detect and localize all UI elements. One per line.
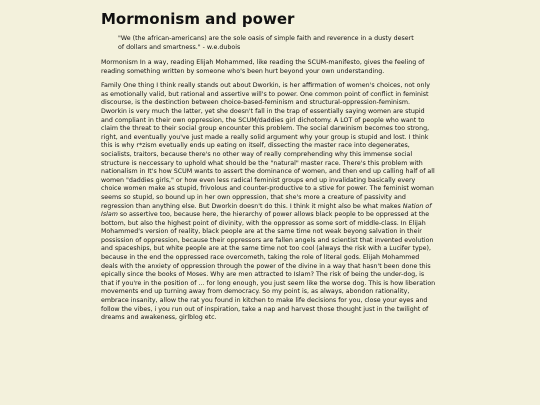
body-text-part1: Family One thing I think really stands out about Dworkin, is her affirmation of women's choices, not only as emotionally valid, but rational and assertive will's to power. One common point of conflict in feminist discourse, is the destinction between choice-based-feminism and structural-oppression-feminism. Dworkin is very much the latter, yet she doesn't fall in the trap of essentially saying women are stupid and compliant in their own oppression, the SCUM/daddies girl dichotomy. A LOT of people who want to claim the threat to their social group encounter this problem. The social darwinism becomes too strong, right, and eventually you've just made a really solid argument why your group is stupid and lost. I think this is why r*zism evetually ends up eating on itself, dissecting the master race into degenerates, socialists, traitors, because there's no other way of really comprehending why this immense social structure is neccessary to uphold what should be the "natural" master race. There's this problem with nationalism in It's how SCUM wants to assert the dominance of women, and then end up calling half of all women "daddies girls," or how even less radical feminist groups end up invalidating basically every choice women make as stupid, frivolous and counter-productive to a stive for power. The feminist woman seems so stupid, so bound up in her own oppression, that she's more a creature of passivity and regression than anything else. But Dworkin doesn't do this. I think it might also be what makes — [101, 82, 435, 210]
body-text-part2: so assertive too, because here, the hierarchy of power allows black people to be oppressed at the bottom, but also the highest point of divinity, with the oppressor as some sort of middle-class. In Elijah Mohammed's version of reality, black people are at the same time not weak beyong salvation in their possission of oppression, because their oppressors are fallen angels and scientist that invented evolution and spaceships, but white people are at the same time not too cool (always the risk with a Lucifer type), because in the end the oppressed race overcometh, taking the role of literal gods. Elijah Mohammed deals with the anxiety of oppression through the power of the divine in a way that hasn't been done this epically since the books of Moses. Why are men attracted to Islam? The risk of being the under-dog, is that if you're in the position of ... for long enough, you just seem like the worse dog. This is how liberation movements end up turning away from democracy. So my point is, as always, abondon rationality, embrace insanity, allow the rat you found in kitchen to make life decisions for you, close your eyes and follow the vibes, i you run out of inspiration, take a nap and harvest those thought just in the twilight of dreams and awakeness, girlblog etc. — [101, 211, 436, 322]
epigraph-quote: "We (the african-americans) are the sole oasis of simple faith and reverence in a dusty desert of dollars and smartness." - w.e.dubois — [118, 35, 414, 51]
intro-paragraph: Mormonism In a way, reading Elijah Mohammed, like reading the SCUM-manifesto, gives the feeling of reading something written by someone who's been hurt beyond your own understanding. — [101, 59, 425, 75]
blog-post — [101, 10, 436, 329]
body-paragraph — [101, 82, 436, 323]
post-title: Mormonism and power — [101, 10, 295, 28]
body-emphasis: Nation of Islam — [101, 202, 432, 219]
